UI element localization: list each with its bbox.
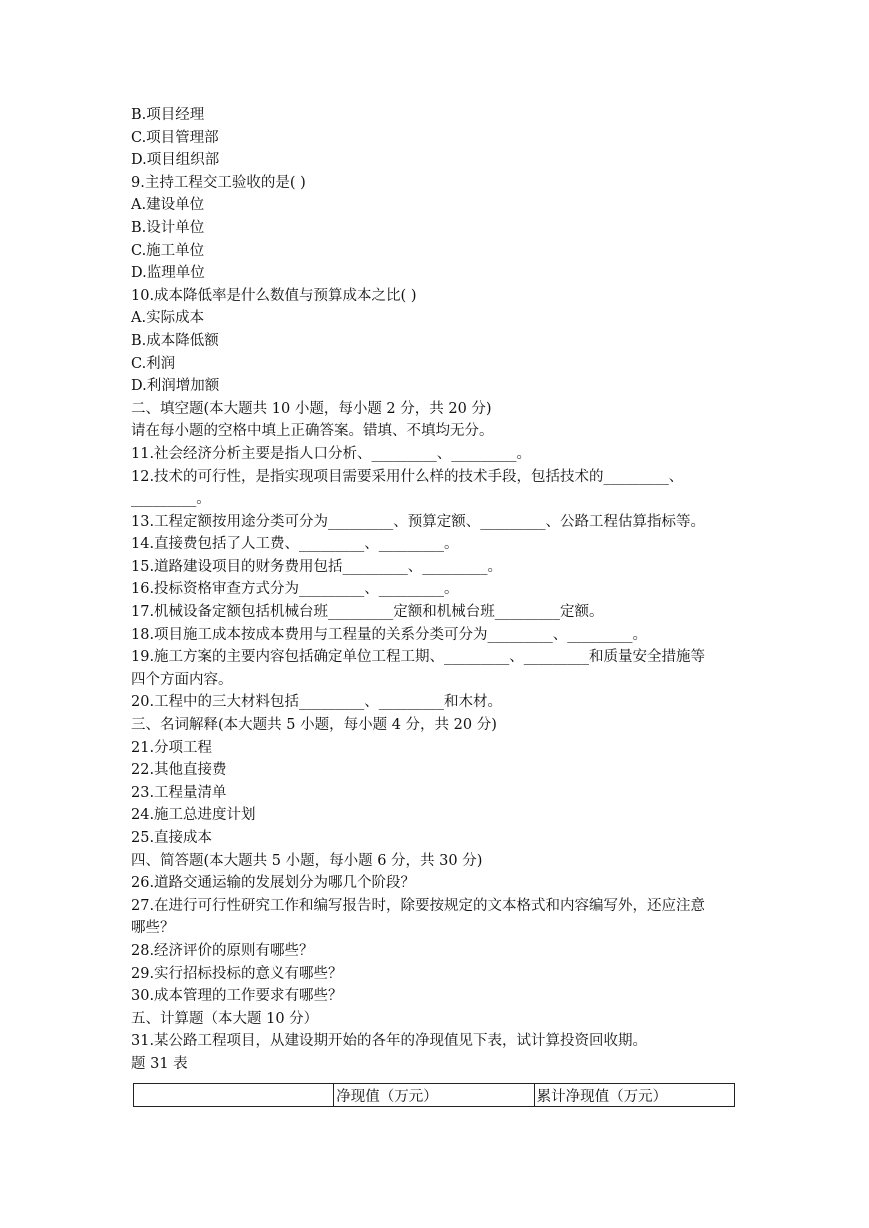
text-line: C.利润 <box>131 355 176 372</box>
text-line: 二、填空题(本大题共 10 小题，每小题 2 分，共 20 分) <box>131 400 492 417</box>
text-line: 28.经济评价的原则有哪些？ <box>131 942 314 959</box>
text-line: 18.项目施工成本按成本费用与工程量的关系分类可分为_________、_________。 <box>131 626 648 643</box>
text-line: 12.技术的可行性，是指实现项目需要采用什么样的技术手段，包括技术的_________、 <box>131 468 684 485</box>
text-line: B.项目经理 <box>131 107 205 123</box>
text-line: 24.施工总进度计划 <box>131 807 256 824</box>
table-header-row <box>134 1084 735 1107</box>
text-line: 22.其他直接费 <box>131 762 227 779</box>
text-line: 21.分项工程 <box>131 739 213 756</box>
question-31-table <box>133 1083 735 1107</box>
text-line: 25.直接成本 <box>131 830 213 846</box>
text-line: D.项目组织部 <box>131 152 220 169</box>
text-line: D.监理单位 <box>131 265 205 282</box>
text-line: 23.工程量清单 <box>131 784 227 801</box>
text-line: _________。 <box>131 491 211 508</box>
text-line: 四、简答题(本大题共 5 小题，每小题 6 分，共 30 分) <box>131 852 483 869</box>
text-line: 19.施工方案的主要内容包括确定单位工程工期、_________、_________和质量安全措施等 <box>131 649 706 666</box>
text-line: 三、名词解释(本大题共 5 小题，每小题 4 分，共 20 分) <box>131 717 497 734</box>
text-line: 10.成本降低率是什么数值与预算成本之比( ) <box>131 287 417 304</box>
text-line: 16.投标资格审查方式分为_________、_________。 <box>131 581 459 598</box>
text-line: A.实际成本 <box>131 310 205 327</box>
exam-text <box>131 104 741 1076</box>
table-header-cell: 净现值（万元） <box>334 1084 534 1107</box>
text-line: 11.社会经济分析主要是指人口分析、_________、_________。 <box>131 445 532 462</box>
text-line: B.成本降低额 <box>131 332 219 349</box>
text-line: 20.工程中的三大材料包括_________、_________和木材。 <box>131 694 503 711</box>
text-line: 9.主持工程交工验收的是( ) <box>131 174 306 191</box>
table-caption: 题 31 表 <box>131 1055 188 1072</box>
text-line: A.建设单位 <box>131 197 205 214</box>
text-line: 哪些？ <box>131 920 175 937</box>
table-header-cell: 累计净现值（万元） <box>534 1084 734 1107</box>
text-line: 31.某公路工程项目，从建设期开始的各年的净现值见下表，试计算投资回收期。 <box>131 1033 648 1050</box>
text-line: 五、计算题（本大题 10 分） <box>131 1010 319 1027</box>
text-line: 13.工程定额按用途分类可分为_________、预算定额、_________、公路工程估算指标等。 <box>131 513 706 530</box>
text-line: 四个方面内容。 <box>131 671 233 688</box>
text-line: 30.成本管理的工作要求有哪些？ <box>131 988 343 1005</box>
text-line: B.设计单位 <box>131 219 205 236</box>
text-line: 29.实行招标投标的意义有哪些？ <box>131 965 343 982</box>
text-line: 26.道路交通运输的发展划分为哪几个阶段？ <box>131 875 416 892</box>
text-line: 14.直接费包括了人工费、_________、_________。 <box>131 536 459 553</box>
text-line: 请在每小题的空格中填上正确答案。错填、不填均无分。 <box>131 423 494 440</box>
table-header-cell <box>134 1084 334 1107</box>
text-line: 17.机械设备定额包括机械台班_________定额和机械台班_________定额。 <box>131 604 604 621</box>
text-line: C.项目管理部 <box>131 129 219 146</box>
text-line: D.利润增加额 <box>131 378 220 395</box>
text-line: 15.道路建设项目的财务费用包括_________、_________。 <box>131 558 503 575</box>
text-line: 27.在进行可行性研究工作和编写报告时，除要按规定的文本格式和内容编写外，还应注意 <box>131 897 706 914</box>
text-line: C.施工单位 <box>131 242 205 259</box>
